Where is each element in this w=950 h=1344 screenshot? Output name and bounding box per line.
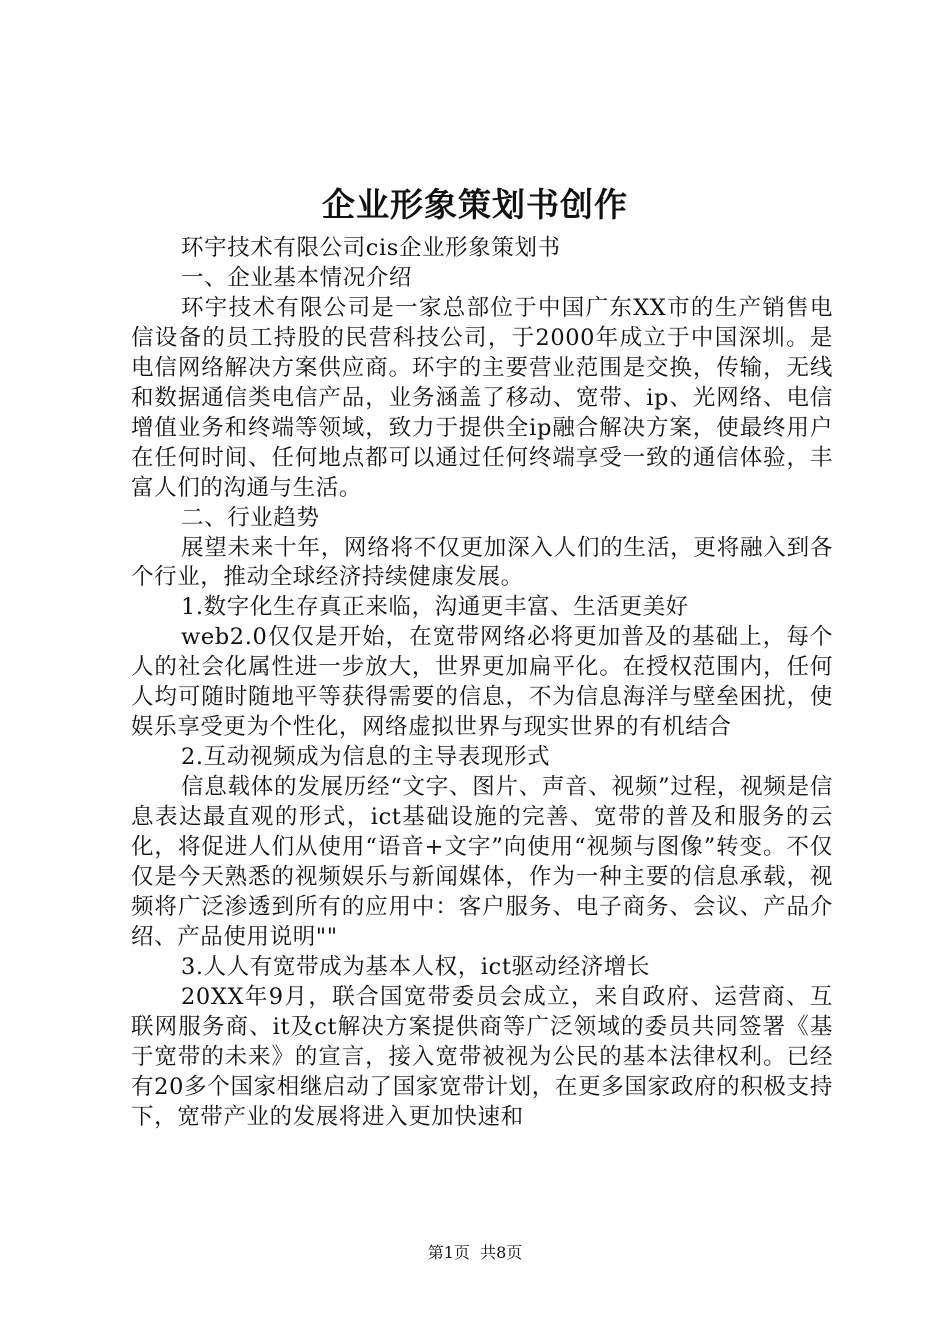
- section-heading-2: 二、行业趋势: [181, 504, 320, 531]
- document-title: 企业形象策划书创作: [322, 185, 628, 224]
- page-number: 第1页: [427, 1243, 470, 1262]
- paragraph: 信息载体的发展历经“文字、图片、声音、视频”过程，视频是信息表达最直观的形式，ict基础设施的完善、宽带的普及和服务的云化，将促进人们从使用“语音+文字”向使用“视频与图像”转变。不仅仅是今天熟悉的视频娱乐与新闻媒体，作为一种主要的信息承载，视频将广泛渗透到所有的应用中：客户服务、电子商务、会议、产品介绍、产品使用说明"": [131, 774, 833, 950]
- page-total: 共8页: [480, 1243, 523, 1262]
- page-footer: [0, 1242, 950, 1264]
- document-body: [131, 234, 833, 1133]
- paragraph: 环宇技术有限公司是一家总部位于中国广东XX市的生产销售电信设备的员工持股的民营科技公司，于2000年成立于中国深圳。是电信网络解决方案供应商。环宇的主要营业范围是交换，传输，无线和数据通信类电信产品，业务涵盖了移动、宽带、ip、光网络、电信增值业务和终端等领域，致力于提供全ip融合解决方案，使最终用户在任何时间、任何地点都可以通过任何终端享受一致的通信体验，丰富人们的沟通与生活。: [131, 294, 833, 501]
- paragraph-subtitle: 环宇技术有限公司cis企业形象策划书: [181, 235, 561, 261]
- subsection-heading-1: 1.数字化生存真正来临，沟通更丰富、生活更美好: [181, 594, 689, 621]
- section-heading-1: 一、企业基本情况介绍: [181, 264, 413, 291]
- footer-spacer: [470, 1243, 480, 1262]
- subsection-heading-3: 3.人人有宽带成为基本人权，ict驱动经济增长: [181, 953, 651, 980]
- subsection-heading-2: 2.互动视频成为信息的主导表现形式: [181, 744, 551, 771]
- paragraph: web2.0仅仅是开始，在宽带网络必将更加普及的基础上，每个人的社会化属性进一步放大，世界更加扁平化。在授权范围内，任何人均可随时随地平等获得需要的信息，不为信息海洋与壁垒困扰，使娱乐享受更为个性化，网络虚拟世界与现实世界的有机结合: [131, 624, 833, 741]
- paragraph: 20XX年9月，联合国宽带委员会成立，来自政府、运营商、互联网服务商、it及ct解决方案提供商等广泛领域的委员共同签署《基于宽带的未来》的宣言，接入宽带被视为公民的基本法律权利。已经有20多个国家相继启动了国家宽带计划，在更多国家政府的积极支持下，宽带产业的发展将进入更加快速和: [131, 983, 833, 1130]
- paragraph: 展望未来十年，网络将不仅更加深入人们的生活，更将融入到各个行业，推动全球经济持续健康发展。: [131, 534, 833, 591]
